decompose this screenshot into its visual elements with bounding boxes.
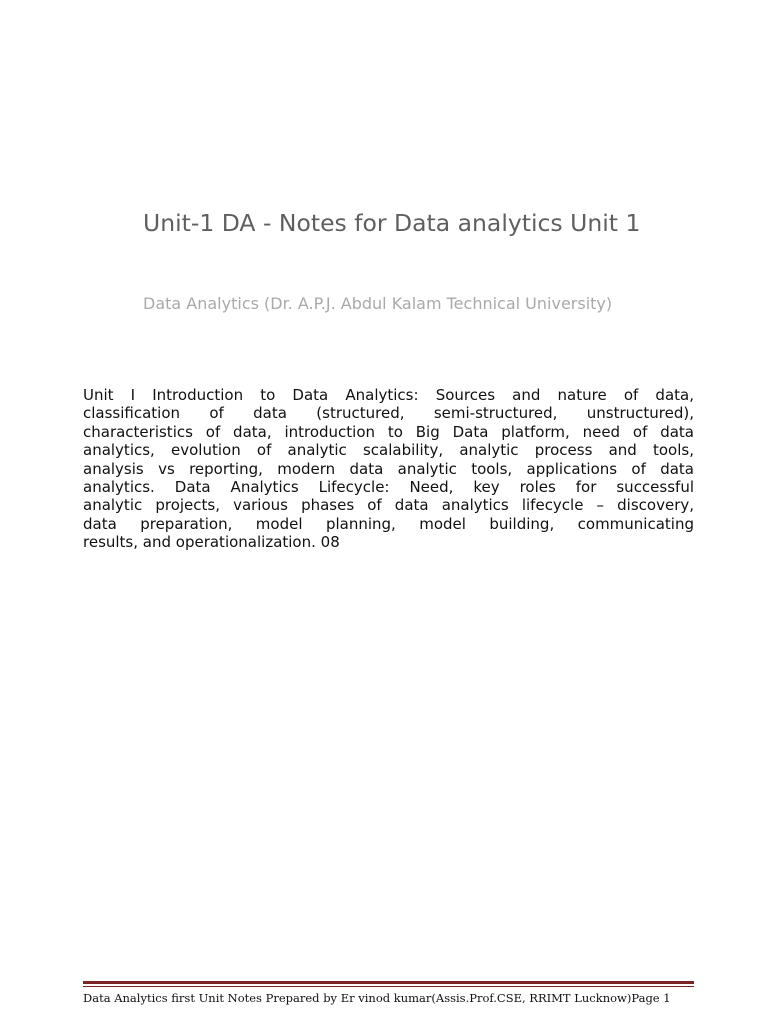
footer-text: Data Analytics first Unit Notes Prepared by Er vinod kumar(Assis.Prof.CSE, RRIMT Lucknow)Page 1 xyxy=(83,991,671,1005)
paragraph-line: Unit I Introduction to Data Analytics: Sources and nature of data, xyxy=(83,386,694,404)
document-title: Unit-1 DA - Notes for Data analytics Unit 1 xyxy=(143,209,641,237)
paragraph-line: results, and operationalization. 08 xyxy=(83,533,340,552)
footer-divider-thick xyxy=(83,981,694,984)
footer-divider xyxy=(83,981,694,987)
paragraph-line: analysis vs reporting, modern data analytic tools, applications of data xyxy=(83,459,694,478)
paragraph-line: characteristics of data, introduction to Big Data platform, need of data xyxy=(83,422,694,441)
paragraph-line: classification of data (structured, semi-structured, unstructured), xyxy=(83,404,694,423)
syllabus-paragraph xyxy=(83,386,694,552)
paragraph-line: data preparation, model planning, model building, communicating xyxy=(83,514,694,533)
paragraph-line: analytic projects, various phases of data analytics lifecycle – discovery, xyxy=(83,496,694,515)
footer-divider-thin xyxy=(83,986,694,987)
document-subtitle: Data Analytics (Dr. A.P.J. Abdul Kalam Technical University) xyxy=(143,294,613,313)
paragraph-line: analytics. Data Analytics Lifecycle: Need, key roles for successful xyxy=(83,477,694,496)
paragraph-line: analytics, evolution of analytic scalability, analytic process and tools, xyxy=(83,441,694,460)
